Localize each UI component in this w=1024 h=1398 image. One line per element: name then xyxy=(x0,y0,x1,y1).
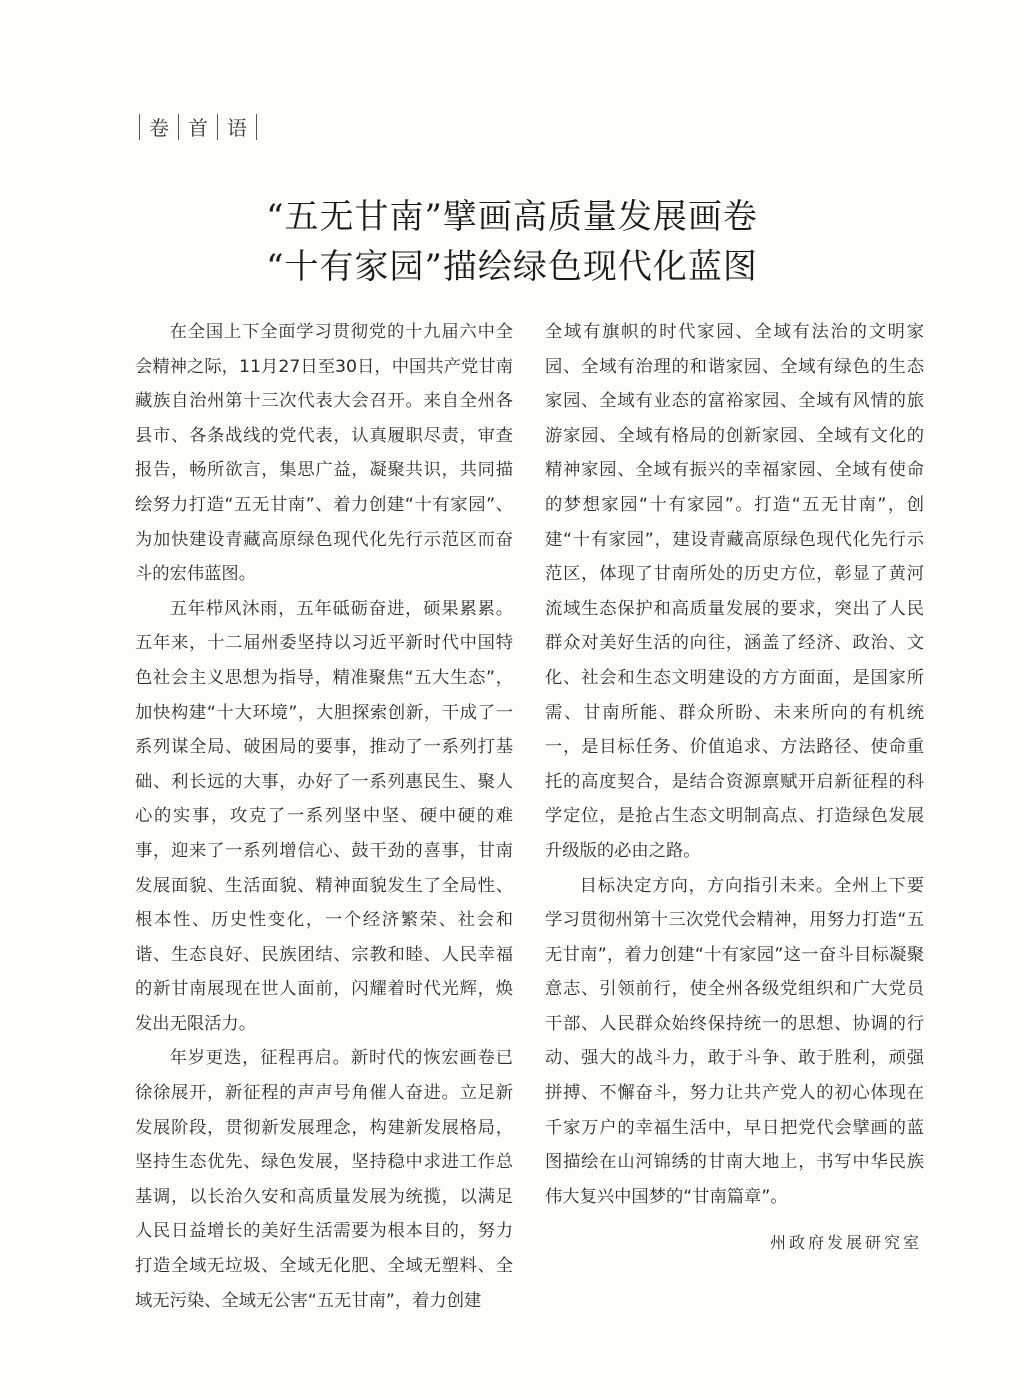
column-tag-char: 卷 xyxy=(149,116,169,140)
article-title xyxy=(0,192,1024,292)
paragraph: 目标决定方向，方向指引未来。全州上下要学习贯彻州第十三次党代会精神，用努力打造“五无甘南”，着力创建“十有家园”这一奋斗目标凝聚意志、引领前行，使全州各级党组织和广大党员干部、人民群众始终保持统一的思想、协调的行动、强大的战斗力，敢于斗争、敢于胜利，顽强拼搏、不懈奋斗，努力让共产党人的初心体现在千家万户的幸福生活中，早日把党代会擘画的蓝图描绘在山河锦绣的甘南大地上，书写中华民族伟大复兴中国梦的“甘南篇章”。 xyxy=(545,875,924,1207)
column-tag-char: 首 xyxy=(188,116,208,140)
divider xyxy=(217,114,218,140)
paragraph: 年岁更迭，征程再启。新时代的恢宏画卷已徐徐展开，新征程的声声号角催人奋进。立足新发展阶段，贯彻新发展理念，构建新发展格局，坚持生态优先、绿色发展，坚持稳中求进工作总基调，以长治久安和高质量发展为统揽，以满足人民日益增长的美好生活需要为根本目的，努力打造全域无垃圾、全域无化肥、全域无塑料、全域无污染、全域无公害“五无甘南”，着力创建 xyxy=(135,1048,513,1311)
divider xyxy=(256,114,257,140)
column-tag-char: 语 xyxy=(227,116,247,140)
title-line-2: “十有家园”描绘绿色现代化蓝图 xyxy=(266,247,758,287)
divider xyxy=(139,114,140,140)
author-signature: 州政府发展研究室 xyxy=(769,1233,922,1252)
column-tag xyxy=(133,112,263,141)
paragraph: 五年栉风沐雨，五年砥砺奋进，硕果累累。五年来，十二届州委坚持以习近平新时代中国特色社会主义思想为指导，精准聚焦“五大生态”，加快构建“十大环境”，大胆探索创新，干成了一系列谋全局、破困局的要事，推动了一系列打基础、利长远的大事，办好了一系列惠民生、聚人心的实事，攻克了一系列坚中坚、硬中硬的难事，迎来了一系列增信心、鼓干劲的喜事，甘南发展面貌、生活面貌、精神面貌发生了全局性、根本性、历史性变化，一个经济繁荣、社会和谐、生态良好、民族团结、宗教和睦、人民幸福的新甘南展现在世人面前，闪耀着时代光辉，焕发出无限活力。 xyxy=(135,598,513,1034)
left-column xyxy=(135,315,513,1318)
title-line-1: “五无甘南”擘画高质量发展画卷 xyxy=(266,197,758,237)
paragraph-continued: 全域有旗帜的时代家园、全域有法治的文明家园、全域有治理的和谐家园、全域有绿色的生态家园、全域有业态的富裕家园、全域有风情的旅游家园、全域有格局的创新家园、全域有文化的精神家园、全域有振兴的幸福家园、全域有使命的梦想家园“十有家园”。打造“五无甘南”，创建“十有家园”，建设青藏高原绿色现代化先行示范区，体现了甘南所处的历史方位，彰显了黄河流域生态保护和高质量发展的要求，突出了人民群众对美好生活的向往，涵盖了经济、政治、文化、社会和生态文明建设的方方面面，是国家所需、甘南所能、群众所盼、未来所向的有机统一，是目标任务、价值追求、方法路径、使命重托的高度契合，是结合资源禀赋开启新征程的科学定位，是抢占生态文明制高点、打造绿色发展升级版的必由之路。 xyxy=(545,322,924,861)
right-column xyxy=(545,315,924,1214)
divider xyxy=(178,114,179,140)
paragraph: 在全国上下全面学习贯彻党的十九届六中全会精神之际，11月27日至30日，中国共产党甘南藏族自治州第十三次代表大会召开。来自全州各县市、各条战线的党代表，认真履职尽责，审查报告，畅所欲言，集思广益，凝聚共识，共同描绘努力打造“五无甘南”、着力创建“十有家园”、为加快建设青藏高原绿色现代化先行示范区而奋斗的宏伟蓝图。 xyxy=(135,322,513,585)
